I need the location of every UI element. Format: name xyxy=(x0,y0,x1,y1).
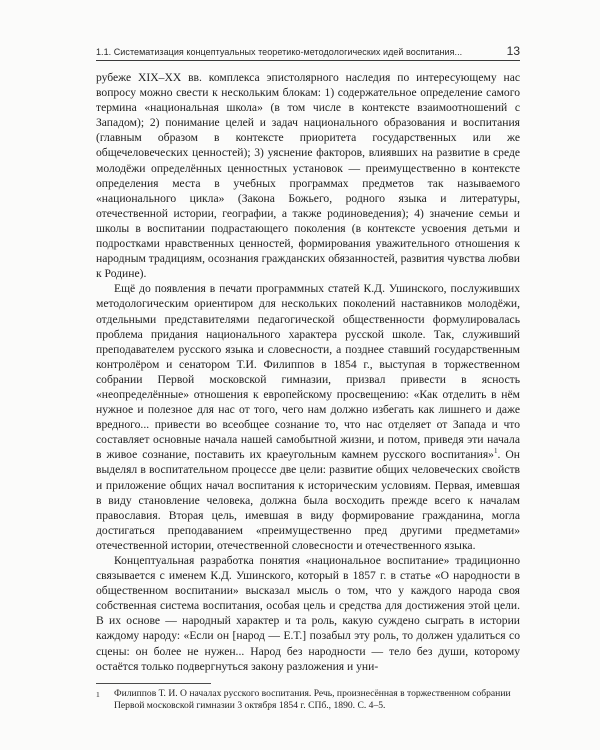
paragraph-2-text: Ещё до появления в печати программных статей К.Д. Ушинского, послуживших методологическим ориентиром для нескольких поколений наставников молодёжи, отдельными представителями педагогической общественности формулировалась проблема придания национального характера русской школе. Так, служивший преподавателем русского языка и словесности, а позднее ставший государственным контролёром и сенатором Т.И. Филиппов в 1854 г., выступая в торжественном собрании Первой московской гимназии, призвал привести в ясность «неопределённые» отношения к европейскому просвещению: «Как отделить в нём нужное и полезное для нас от того, чего нам должно избегать как лишнего и даже вредного... привести во всеобщее сознание то, что нас отделяет от Запада и что составляет основные начала нашей самобытной жизни, и потом, приведя эти начала в живое сознание, поставить их краеугольным камнем русского воспитания» xyxy=(96,282,520,462)
footnote-text: Филиппов Т. И. О началах русского воспитания. Речь, произнесённая в торжественном собрании Первой московской гимназии 3 октября 1854 г. СПб., 1890. С. 4–5. xyxy=(114,688,511,712)
header-rule xyxy=(96,60,520,61)
paragraph-3: Концептуальная разработка понятия «национальное воспитание» традиционно связывается с именем К.Д. Ушинского, который в 1857 г. в статье «О народности в общественном воспитании» высказал мысль о том, что у каждого народа своя собственная система воспитания, особая цель и средства для достижения этой цели. В их основе — народный характер и та роль, какую суждено сыграть в истории каждому народу: «Если он [народ — Е.Т.] позабыл эту роль, то должен удалиться со сцены: он более не нужен... Народ без народности — тело без души, которому остаётся только подвергнуться закону разложения и уни- xyxy=(96,554,520,673)
footnote-reference[interactable]: 1 xyxy=(493,447,498,456)
paragraph-2-continuation: . Он выделял в воспитательном процессе две цели: развитие общих человеческих свойств и приложение общих начал воспитания к историческим условиям. Первая, имевшая в виду становление человека, должна была восходить прежде всего к началам православия. Вторая цель, имевшая в виду формирование гражданина, могла достигаться преподаванием «преимущественно пред другими предметами» отечественной истории, отечественной словесности и отечественного языка. xyxy=(96,448,521,552)
paragraph-1: рубеже XIX–XX вв. комплекса эпистолярного наследия по интересующему нас вопросу можно свести к нескольким блокам: 1) содержательное определение самого термина «национальная школа» (в том числе в контексте взаимоотношений с Западом); 2) понимание целей и задач национального образования и воспитания (главным образом в контексте приоритета государственных или же общечеловеческих ценностей); 3) уяснение факторов, влиявших на развитие в среде молодёжи определённых ценностных установок — преимущественно в контексте определения места в учебных программах предметов так называемого «национального цикла» (Закона Божьего, родного языка и литературы, отечественной истории, географии, а также родиноведения); 4) значение семьи и школы в воспитании подрастающего поколения (в контексте усвоения детьми и подростками нравственных ценностей, формирования уважительного отношения к народным традициям, осознания гражданских обязанностей, развития чувства любви к Родине). xyxy=(96,71,520,281)
page-number: 13 xyxy=(506,44,520,58)
paragraph-2 xyxy=(96,281,520,553)
footnote-number: 1 xyxy=(96,690,100,699)
running-title: 1.1. Систематизация концептуальных теоретико-методологических идей воспитания... xyxy=(96,47,463,57)
running-header xyxy=(96,44,520,58)
footnote xyxy=(96,688,520,713)
body-text xyxy=(96,70,520,674)
footnote-rule xyxy=(96,683,211,684)
